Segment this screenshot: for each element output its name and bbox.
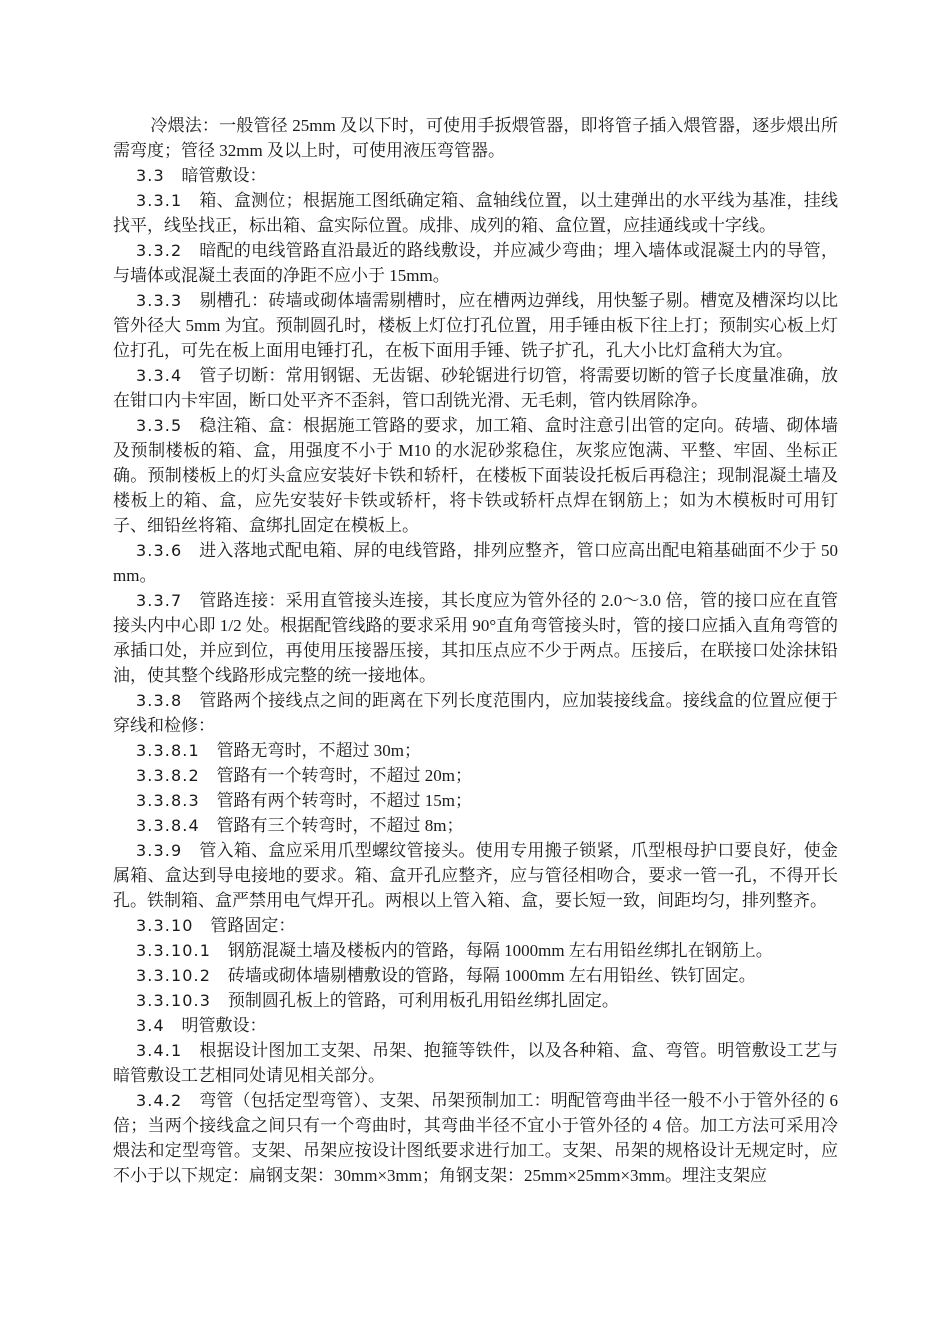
clause-text: 暗管敷设：	[181, 166, 267, 185]
clause-text: 管路有两个转弯时，不超过 15m；	[216, 791, 473, 810]
clause-text: 剔槽孔：砖墙或砌体墙需剔槽时，应在槽两边弹线，用快錾子剔。槽宽及槽深均以比管外径大 5mm 为宜。预制圆孔时，楼板上灯位打孔位置，用手锤由板下往上打；预制实心板上灯位打孔，可先在板上面用电锤打孔，在板下面用手锤、铣子扩孔，孔大小比灯盒稍大为宜。	[113, 291, 838, 360]
clause-number: 3.3.10.2	[135, 966, 212, 985]
clause-3.4.2	[113, 1088, 838, 1188]
clause-3.3.8.3	[113, 788, 838, 813]
clause-text: 进入落地式配电箱、屏的电线管路，排列应整齐，管口应高出配电箱基础面不少于 50mm。	[113, 541, 838, 585]
clause-text: 砖墙或砌体墙剔槽敷设的管路，每隔 1000mm 左右用铅丝、铁钉固定。	[227, 966, 756, 985]
clause-text: 管子切断：常用钢锯、无齿锯、砂轮锯进行切管，将需要切断的管子长度量准确，放在钳口内卡牢固，断口处平齐不歪斜，管口刮铣光滑、无毛刺，管内铁屑除净。	[113, 366, 838, 410]
clause-number: 3.3.8.2	[135, 766, 200, 785]
clause-3.3.4	[113, 363, 838, 413]
clause-text: 箱、盒测位；根据施工图纸确定箱、盒轴线位置，以土建弹出的水平线为基准，挂线找平，线坠找正，标出箱、盒实际位置。成排、成列的箱、盒位置，应挂通线或十字线。	[113, 191, 838, 235]
clause-number: 3.3.10.1	[135, 941, 212, 960]
clause-number: 3.3.4	[135, 366, 183, 385]
clause-3.3.10	[113, 913, 838, 938]
clause-3.3.7	[113, 588, 838, 688]
clause-number: 3.3.8	[135, 691, 183, 710]
clause-text: 管路连接：采用直管接头连接，其长度应为管外径的 2.0～3.0 倍，管的接口应在直管接头内中心即 1/2 处。根据配管线路的要求采用 90°直角弯管接头时，管的接口应插入直角弯管的承插口处，并应到位，再使用压接器压接，其扣压点应不少于两点。压接后，在联接口处涂抹铅油，使其整个线路形成完整的统一接地体。	[113, 591, 838, 685]
clause-number: 3.3.6	[135, 541, 183, 560]
clause-3.3.10.1	[113, 938, 838, 963]
clause-3.3.8.4	[113, 813, 838, 838]
clause-3.3.8.1	[113, 738, 838, 763]
clause-text: 管路固定：	[210, 916, 296, 935]
clause-text: 管入箱、盒应采用爪型螺纹管接头。使用专用搬子锁紧，爪型根母护口要良好，使金属箱、盒达到导电接地的要求。箱、盒开孔应整齐，应与管径相吻合，要求一管一孔，不得开长孔。铁制箱、盒严禁用电气焊开孔。两根以上管入箱、盒，要长短一致，间距均匀，排列整齐。	[113, 841, 838, 910]
clause-text: 管路两个接线点之间的距离在下列长度范围内，应加装接线盒。接线盒的位置应便于穿线和检修：	[113, 691, 838, 735]
clause-3.3.10.3	[113, 988, 838, 1013]
clause-3.3.9	[113, 838, 838, 913]
clause-number: 3.4	[135, 1016, 165, 1035]
clause-number: 3.3.5	[135, 416, 183, 435]
clause-number: 3.3.7	[135, 591, 183, 610]
clause-number: 3.3.2	[135, 241, 183, 260]
paragraph	[113, 113, 838, 163]
clause-text: 稳注箱、盒：根据施工管路的要求，加工箱、盒时注意引出管的定向。砖墙、砌体墙及预制楼板的箱、盒，用强度不小于 M10 的水泥砂浆稳住，灰浆应饱满、平整、牢固、坐标正确。预制楼板上的灯头盒应安装好卡铁和轿杆，在楼板下面装设托板后再稳注；现制混凝土墙及楼板上的箱、盒，应先安装好卡铁或轿杆，将卡铁或轿杆点焊在钢筋上；如为木模板时可用钉子、细铅丝将箱、盒绑扎固定在模板上。	[113, 416, 838, 535]
clause-3.3.1	[113, 188, 838, 238]
clause-text: 冷煨法：一般管径 25mm 及以下时，可使用手扳煨管器，即将管子插入煨管器，逐步煨出所需弯度；管径 32mm 及以上时，可使用液压弯管器。	[113, 116, 838, 160]
clause-text: 预制圆孔板上的管路，可利用板孔用铅丝绑扎固定。	[227, 991, 619, 1010]
clause-text: 根据设计图加工支架、吊架、抱箍等铁件，以及各种箱、盒、弯管。明管敷设工艺与暗管敷设工艺相同处请见相关部分。	[113, 1041, 838, 1085]
clause-number: 3.3.3	[135, 291, 183, 310]
clause-number: 3.3	[135, 166, 165, 185]
clause-3.3.6	[113, 538, 838, 588]
clause-text: 暗配的电线管路直沿最近的路线敷设，并应减少弯曲；埋入墙体或混凝土内的导管，与墙体或混凝土表面的净距不应小于 15mm。	[113, 241, 838, 285]
clause-text: 管路有一个转弯时，不超过 20m；	[216, 766, 473, 785]
clause-number: 3.3.10.3	[135, 991, 212, 1010]
clause-number: 3.3.1	[135, 191, 183, 210]
clause-3.3.10.2	[113, 963, 838, 988]
clause-text: 管路有三个转弯时，不超过 8m；	[216, 816, 464, 835]
document-body	[113, 113, 838, 1188]
clause-number: 3.3.10	[135, 916, 194, 935]
clause-3.4	[113, 1013, 838, 1038]
clause-3.3	[113, 163, 838, 188]
clause-3.3.5	[113, 413, 838, 538]
clause-number: 3.3.8.4	[135, 816, 200, 835]
clause-text: 明管敷设：	[181, 1016, 267, 1035]
clause-number: 3.3.8.3	[135, 791, 200, 810]
clause-3.3.2	[113, 238, 838, 288]
clause-number: 3.3.8.1	[135, 741, 200, 760]
clause-text: 管路无弯时，不超过 30m；	[216, 741, 422, 760]
clause-number: 3.4.2	[135, 1091, 183, 1110]
clause-number: 3.4.1	[135, 1041, 183, 1060]
clause-3.3.8	[113, 688, 838, 738]
clause-text: 钢筋混凝土墙及楼板内的管路，每隔 1000mm 左右用铅丝绑扎在钢筋上。	[227, 941, 773, 960]
clause-3.3.8.2	[113, 763, 838, 788]
clause-text: 弯管（包括定型弯管）、支架、吊架预制加工：明配管弯曲半径一般不小于管外径的 6 倍；当两个接线盒之间只有一个弯曲时，其弯曲半径不宜小于管外径的 4 倍。加工方法可采用冷煨法和定型弯管。支架、吊架应按设计图纸要求进行加工。支架、吊架的规格设计无规定时，应不小于以下规定：扁钢支架：30mm×3mm；角钢支架：25mm×25mm×3mm。埋注支架应	[113, 1091, 838, 1185]
clause-3.4.1	[113, 1038, 838, 1088]
clause-number: 3.3.9	[135, 841, 183, 860]
clause-3.3.3	[113, 288, 838, 363]
